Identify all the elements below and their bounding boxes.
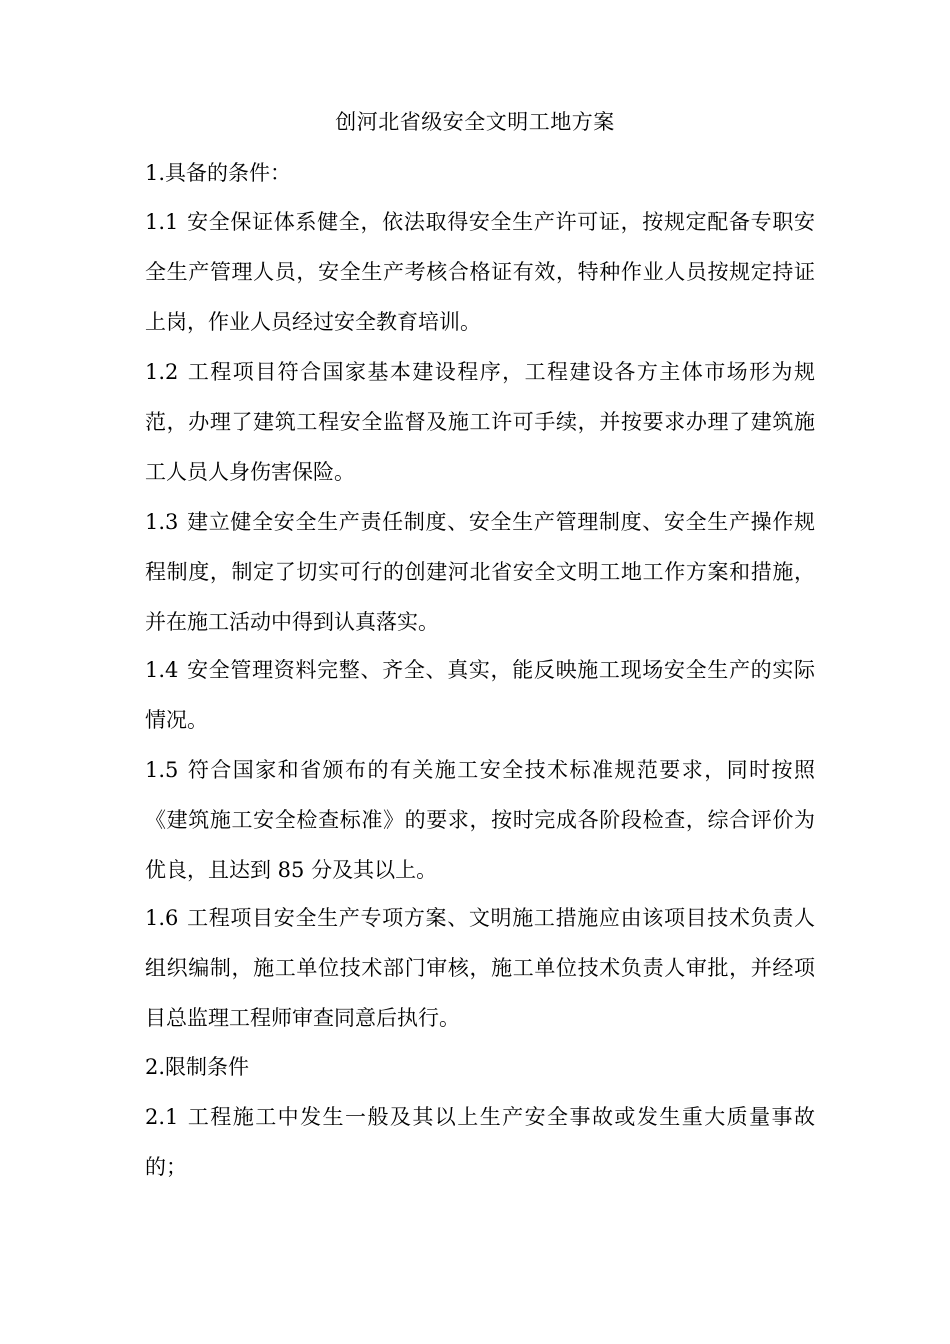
paragraph-number: 1.6 [145,906,179,930]
paragraph-text: 工程施工中发生一般及其以上生产安全事故或发生重大质量事故的； [145,1105,815,1179]
paragraph-1-2 [145,347,815,497]
paragraph-text: 符合国家和省颁布的有关施工安全技术标准规范要求，同时按照《建筑施工安全检查标准》的要求，按时完成各阶段检查，综合评价为优良，且达到 85 分及其以上。 [145,758,815,882]
paragraph-text: 建立健全安全生产责任制度、安全生产管理制度、安全生产操作规程制度，制定了切实可行的创建河北省安全文明工地工作方案和措施，并在施工活动中得到认真落实。 [145,510,815,634]
paragraph-text: 安全保证体系健全，依法取得安全生产许可证，按规定配备专职安全生产管理人员，安全生产考核合格证有效，特种作业人员按规定持证上岗，作业人员经过安全教育培训。 [145,210,815,334]
document-title: 创河北省级安全文明工地方案 [335,110,615,134]
paragraph-text: 安全管理资料完整、齐全、真实，能反映施工现场安全生产的实际情况。 [145,658,815,732]
paragraph-1-1 [145,197,815,347]
paragraph-text: 工程项目符合国家基本建设程序，工程建设各方主体市场形为规范，办理了建筑工程安全监督及施工许可手续，并按要求办理了建筑施工人员人身伤害保险。 [145,360,815,484]
section-heading-2: 2.限制条件 [145,1055,250,1079]
paragraph-1-6 [145,893,815,1043]
paragraph-1-5 [145,745,815,895]
paragraph-1-4 [145,645,815,745]
paragraph-number: 1.2 [145,360,179,384]
paragraph-number: 1.1 [145,210,179,234]
paragraph-number: 1.4 [145,658,179,682]
paragraph-number: 2.1 [145,1105,179,1129]
paragraph-2-1 [145,1092,815,1192]
paragraph-1-3 [145,497,815,647]
paragraph-number: 1.5 [145,758,179,782]
paragraph-number: 1.3 [145,510,179,534]
section-heading-1: 1.具备的条件： [145,161,292,185]
paragraph-text: 工程项目安全生产专项方案、文明施工措施应由该项目技术负责人组织编制，施工单位技术部门审核，施工单位技术负责人审批，并经项目总监理工程师审查同意后执行。 [145,906,815,1030]
